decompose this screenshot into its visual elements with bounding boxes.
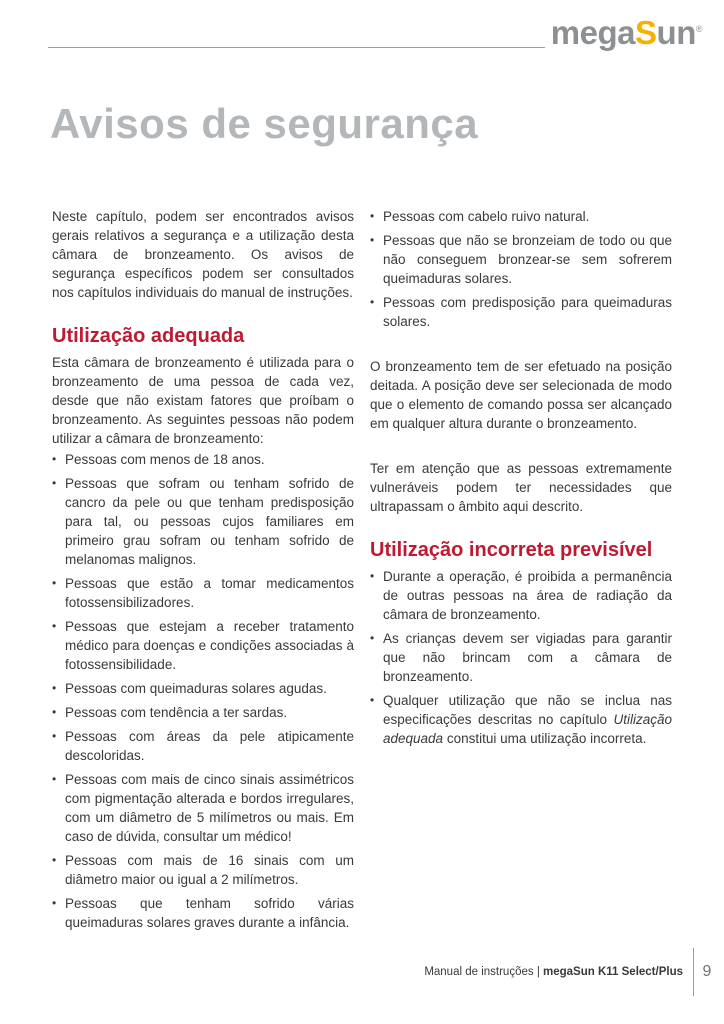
lying-position-paragraph: O bronzeamento tem de ser efetuado na posição deitada. A posição deve ser selecionada de modo que o elemento de comando possa ser alcançado em qualquer altura durante o bronzeamento. — [370, 359, 672, 431]
list-item-text: Pessoas que não se bronzeiam de todo ou que não conseguem bronzear-se sem sofrerem queimaduras solares. — [383, 233, 672, 286]
list-item-text — [383, 691, 672, 748]
vulnerable-persons-paragraph: Ter em atenção que as pessoas extremamente vulneráveis podem ter necessidades que ultrapassam o âmbito aqui descrito. — [370, 461, 672, 514]
list-item-text: Pessoas com cabelo ruivo natural. — [383, 209, 590, 224]
bullet-icon: • — [52, 681, 57, 695]
excluded-persons-list — [52, 450, 354, 932]
bullet-icon: • — [52, 896, 57, 910]
footer-manual-text: Manual de instruções | — [424, 966, 544, 978]
bullet-icon: • — [52, 452, 57, 466]
left-column — [52, 207, 354, 937]
list-item — [52, 617, 354, 674]
misuse-text-pre: Qualquer utilização que não se inclua nas especificações descritas no capítulo — [383, 693, 672, 727]
bullet-icon: • — [52, 705, 57, 719]
bullet-icon: • — [370, 233, 375, 247]
bullet-icon: • — [52, 729, 57, 743]
section-heading-utilizacao-incorreta: Utilização incorreta previsível — [370, 539, 653, 561]
bullet-icon: • — [370, 209, 375, 223]
list-item-text: Pessoas com tendência a ter sardas. — [65, 705, 288, 720]
list-item-text: Pessoas com mais de 16 sinais com um diâmetro maior ou igual a 2 milímetros. — [65, 853, 354, 887]
page-title: Avisos de segurança — [50, 100, 479, 147]
list-item-text: As crianças devem ser vigiadas para garantir que não brincam com a câmara de bronzeamento. — [383, 631, 672, 684]
list-item-with-italic — [370, 691, 672, 748]
excluded-persons-list-continued — [370, 207, 672, 331]
list-item — [370, 629, 672, 686]
adequate-use-paragraph: Esta câmara de bronzeamento é utilizada para o bronzeamento de uma pessoa de cada vez, desde que não existam fatores que proíbam o bronzeamento. As seguintes pessoas não podem utilizar a câmara de bronzeamento: — [52, 355, 354, 446]
bullet-icon: • — [370, 569, 375, 583]
list-item — [52, 679, 354, 698]
list-item — [52, 894, 354, 932]
logo-text-s: S — [635, 14, 657, 51]
footer-label — [424, 966, 683, 978]
footer-model-text: megaSun K11 Select/Plus — [543, 966, 683, 978]
list-item-text: Pessoas com menos de 18 anos. — [65, 452, 265, 467]
intro-paragraph: Neste capítulo, podem ser encontrados avisos gerais relativos a segurança e a utilização desta câmara de bronzeamento. Os avisos de segurança específicos podem ser consultados nos capítulos individuais do manual de instruções. — [52, 209, 354, 300]
list-item — [52, 770, 354, 846]
list-item-text: Pessoas com queimaduras solares agudas. — [65, 681, 327, 696]
list-item — [370, 231, 672, 288]
list-item — [52, 703, 354, 722]
content-columns — [52, 207, 672, 937]
list-item-text: Pessoas com áreas da pele atipicamente descoloridas. — [65, 729, 354, 763]
page-footer — [424, 946, 720, 998]
list-item — [52, 474, 354, 569]
list-item — [52, 450, 354, 469]
list-item-text: Pessoas que tenham sofrido várias queimaduras solares graves durante a infância. — [65, 896, 354, 930]
list-item-text: Pessoas com mais de cinco sinais assimétricos com pigmentação alterada e bordos irregulares, com um diâmetro de 5 milímetros ou mais. Em caso de dúvida, consultar um médico! — [65, 772, 354, 844]
section-heading-utilizacao-adequada: Utilização adequada — [52, 325, 245, 347]
page-number: 9 — [702, 963, 712, 980]
list-item — [52, 727, 354, 765]
list-item — [370, 567, 672, 624]
header-divider — [48, 47, 545, 48]
list-item-text: Pessoas que estão a tomar medicamentos fotossensibilizadores. — [65, 576, 354, 610]
bullet-icon: • — [370, 631, 375, 645]
megasun-logo — [551, 14, 702, 52]
list-item — [52, 851, 354, 889]
misuse-text-post: constitui uma utilização incorreta. — [443, 731, 647, 746]
list-item-text: Durante a operação, é proibida a permanência de outras pessoas na área de radiação da câmara de bronzeamento. — [383, 569, 672, 622]
registered-trademark-icon: ® — [695, 24, 702, 34]
bullet-icon: • — [52, 476, 57, 490]
list-item-text: Pessoas que estejam a receber tratamento médico para doenças e condições associadas à fotossensibilidade. — [65, 619, 354, 672]
chapter-reference-italic: Utilização adequada — [383, 712, 672, 746]
list-item — [370, 207, 672, 226]
list-item-text: Pessoas que sofram ou tenham sofrido de cancro da pele ou que tenham predisposição para tal, ou pessoas cujos familiares em primeiro grau sofram ou tenham sofrido de melanomas malignos. — [65, 476, 354, 567]
list-item — [52, 574, 354, 612]
bullet-icon: • — [370, 295, 375, 309]
bullet-icon: • — [52, 576, 57, 590]
bullet-icon: • — [52, 853, 57, 867]
logo-text-mega: mega — [550, 14, 636, 51]
right-column — [370, 207, 672, 937]
bullet-icon: • — [52, 619, 57, 633]
misuse-list — [370, 567, 672, 686]
bullet-icon: • — [370, 693, 375, 707]
list-item-text: Pessoas com predisposição para queimaduras solares. — [383, 295, 672, 329]
logo-text-un: un — [656, 14, 696, 51]
bullet-icon: • — [52, 772, 57, 786]
list-item — [370, 293, 672, 331]
